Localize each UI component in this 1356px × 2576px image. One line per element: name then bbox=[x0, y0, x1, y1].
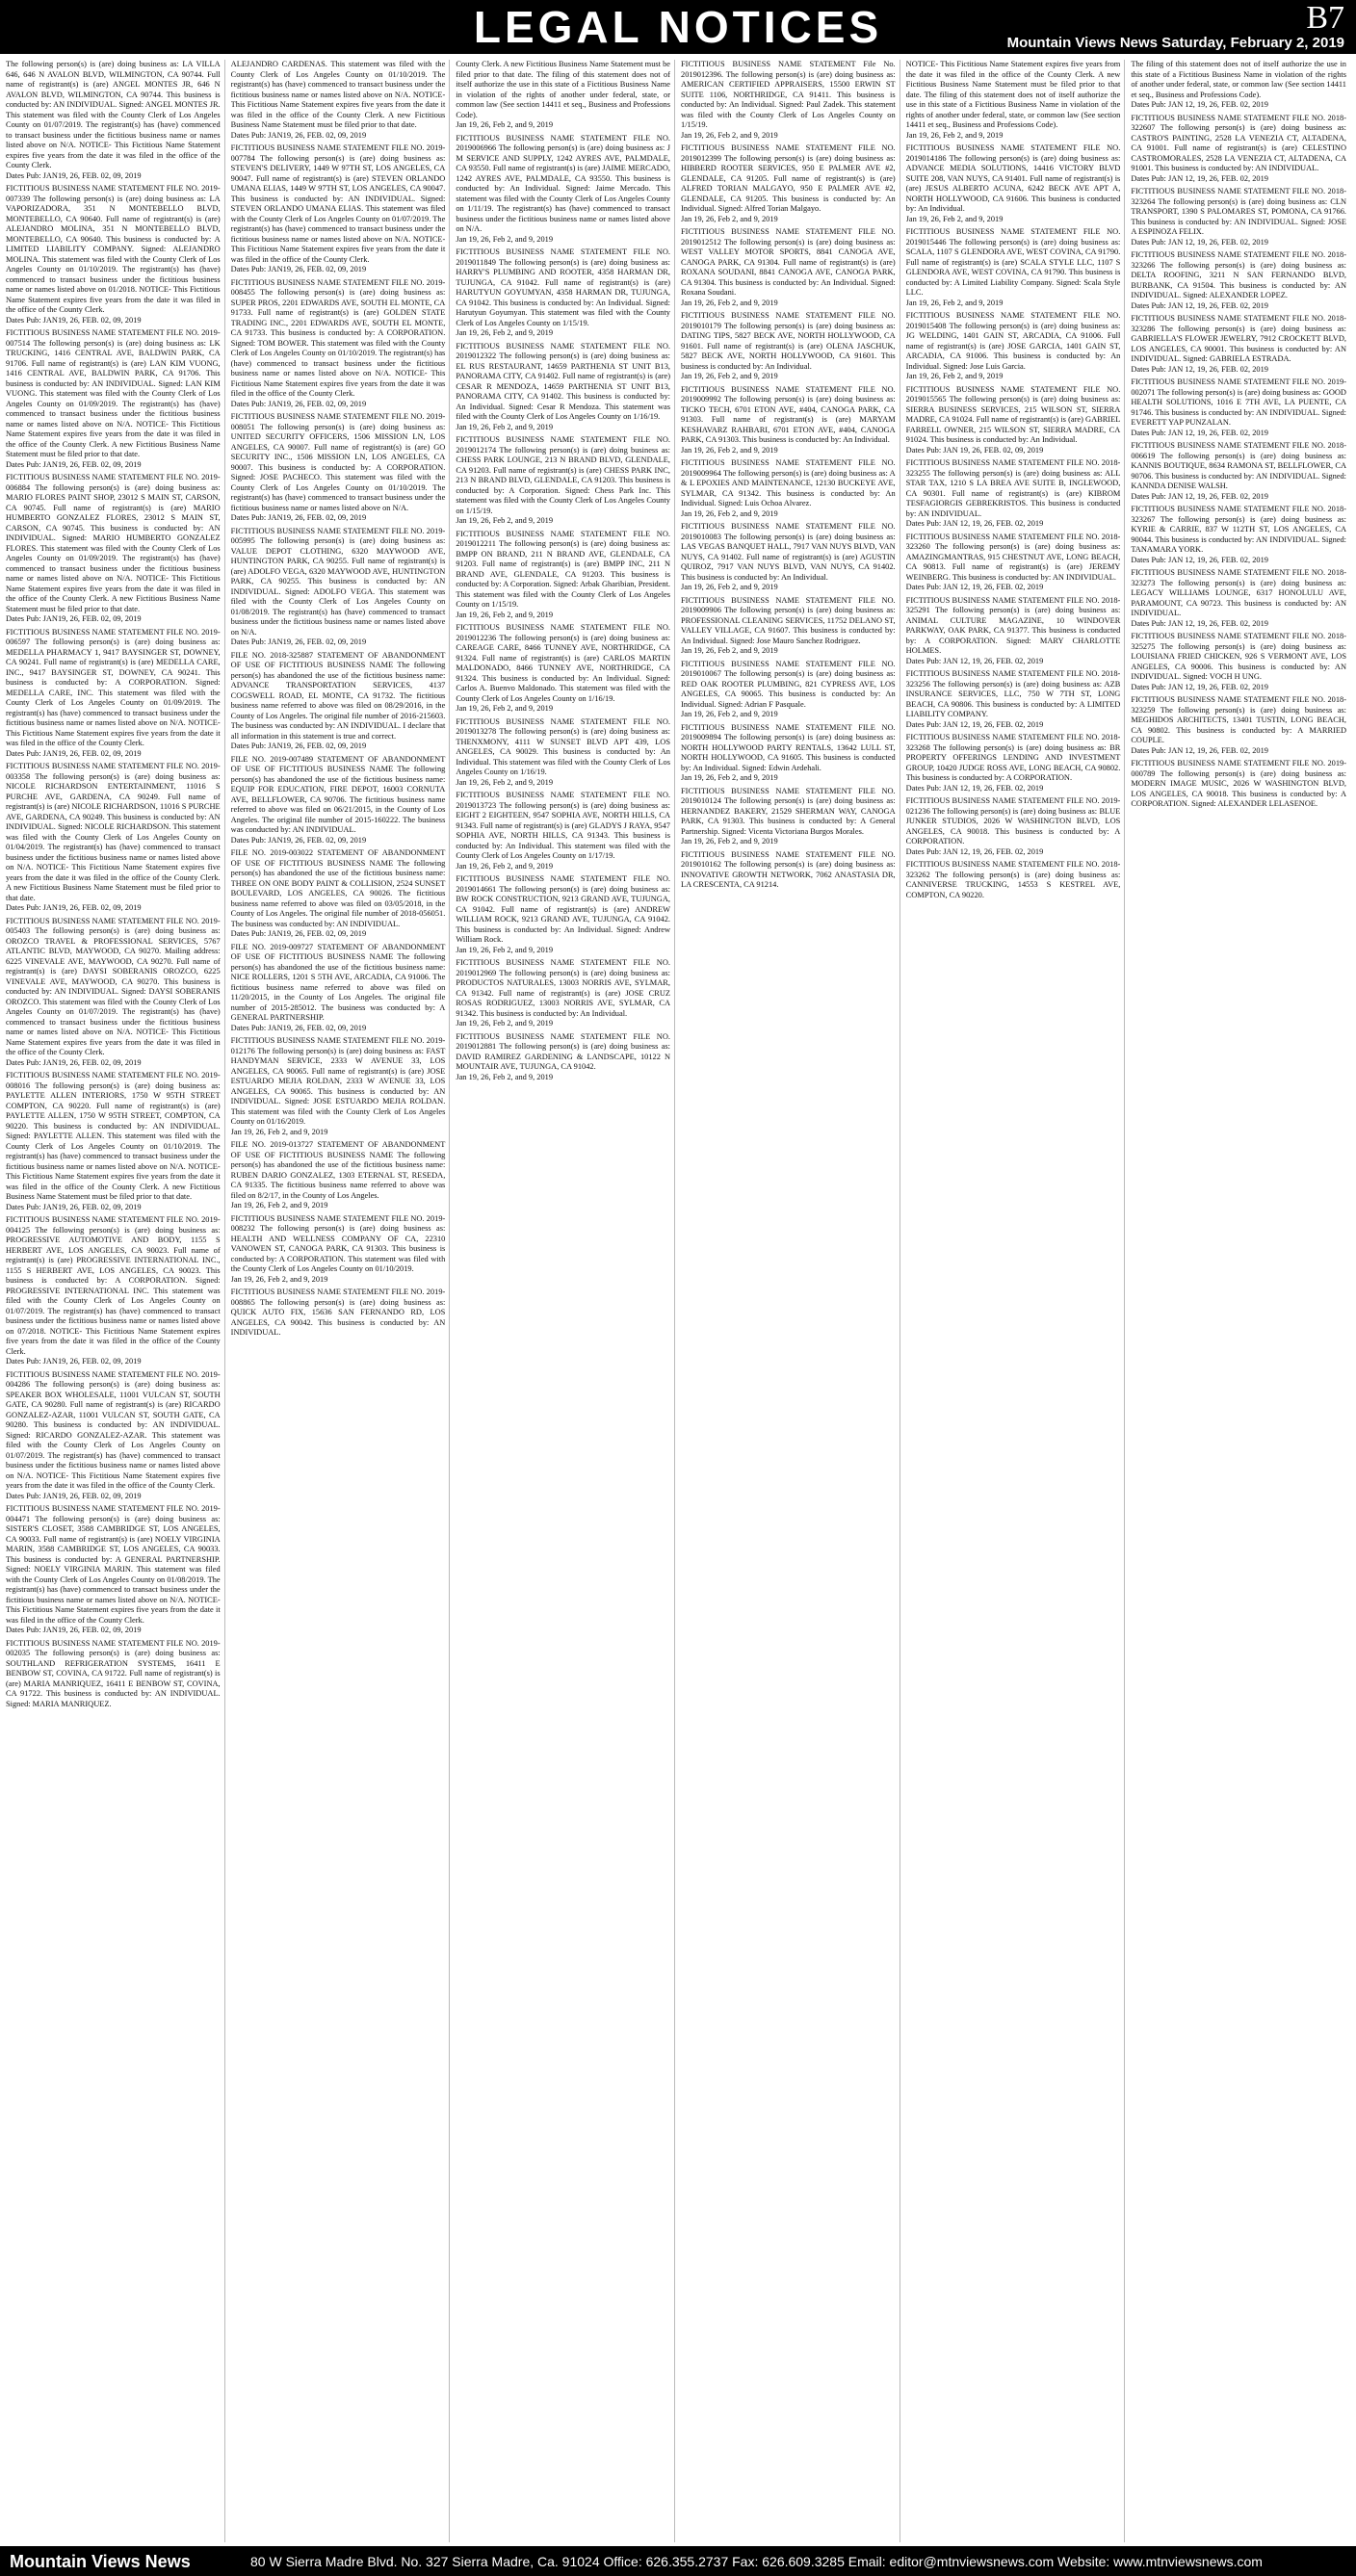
notice-publication-dates: Dates Pub: JAN 12, 19, 26, FEB. 02, 2019 bbox=[905, 519, 1044, 528]
notice-heading: FICTITIOUS BUSINESS NAME STATEMENT FILE NO. 2019-008865 bbox=[230, 1288, 446, 1307]
notice-publication-dates: Dates Pub: JAN 12, 19, 26, FEB. 02, 2019 bbox=[1131, 100, 1268, 109]
notice-body: The following person(s) is (are) doing business as: MEGHIDOS ARCHITECTS, 13401 TUSTIN, LONG BEACH, CA 90802. This business is conducted by: A MARRIED COUPLE. bbox=[1131, 705, 1346, 744]
notice-heading: FICTITIOUS BUSINESS NAME STATEMENT FILE NO. 2018-006619 bbox=[1131, 441, 1346, 460]
notice-body: The following person(s) is (are) doing business as: LA VAPORIZADORA, 351 N MONTEBELLO BLVD, MONTEBELLO, CA 90640. Full name of registrant(s) is (are) ALEJANDRO MOLINA, 351 N MONTEBELLO BLVD, MONTEBELLO, CA 90640. This business is conducted by: A LIMITED LIABILITY COMPANY. Signed: ALEJANDRO MOLINA. This statement was filed with the County Clerk of Los Angeles County on 01/10/2019. The registrant(s) has (have) commenced to transact business under the fictitious business name or names listed above on 01/2018. NOTICE- This Fictitious Name Statement expires five years from the date it was filed in the office of the County Clerk. bbox=[6, 194, 221, 314]
notice-publication-dates: Dates Pub: JAN19, 26, FEB. 02, 09, 2019 bbox=[230, 929, 367, 938]
notice-publication-dates: Dates Pub: JAN19, 26, FEB. 02, 09, 2019 bbox=[230, 513, 367, 522]
footer-bar bbox=[0, 2546, 1356, 2576]
notice-body: The following person(s) is (are) doing business as: HARRY'S PLUMBING AND ROOTER, 4358 HARMAN DR, TUJUNGA, CA 91042. Full name of registrant(s) is (are) HARUTYUN GOYUMYAN, 4358 HARMAN DR, TUJUNGA, CA 91042. This business is conducted by: An Individual. Signed: Harutyun Goyumyan. This statement was filed with the County Clerk of Los Angeles County on 1/15/19. bbox=[456, 257, 670, 327]
dateline: Mountain Views News Saturday, February 2, 2019 bbox=[1006, 35, 1344, 51]
notice-heading: FICTITIOUS BUSINESS NAME STATEMENT FILE NO. 2018-323267 bbox=[1131, 505, 1346, 524]
notice-publication-dates: Dates Pub: JAN 12, 19, 26, FEB. 02, 2019 bbox=[1131, 173, 1268, 183]
notice-body: The following person(s) is (are) doing business as: LK TRUCKING, 1416 CENTRAL AVE, BALDWIN PARK, CA 91706. Full name of registrant(s) is (are) LAN KIM VUONG, 1416 CENTRAL AVE, BALDWIN PARK, CA 91706. This business is conducted by: AN INDIVIDUAL. Signed: LAN KIM VUONG. This statement was filed with the County Clerk of Los Angeles County on 01/09/2019. The registrant(s) has (have) commenced to transact business under the fictitious business name or names listed above on N/A. NOTICE- This Fictitious Name Statement expires five years from the date it was filed in the office of the County Clerk. A new Fictitious Business Name Statement must be filed prior to that date. bbox=[6, 338, 221, 458]
notice-body: The following person(s) is (are) doing business as: SCALA, 1107 S GLENDORA AVE, WEST COVINA, CA 91790. Full name of registrant(s) is (are) SCALA STYLE LLC, 1107 S GLENDORA AVE, WEST COVINA, CA 91790. This business is conducted by: A Limited Liability Company. Signed: Scala Style LLC. bbox=[905, 237, 1121, 297]
notice-publication-dates: Dates Pub: JAN 12, 19, 26, FEB. 02, 2019 bbox=[905, 846, 1044, 856]
legal-notice bbox=[1131, 187, 1346, 247]
column-1 bbox=[6, 60, 225, 2542]
notice-publication-dates: Jan 19, 26, Feb 2, and 9, 2019 bbox=[230, 1274, 328, 1284]
notice-publication-dates: Dates Pub: JAN19, 26, FEB. 02, 09, 2019 bbox=[6, 1202, 142, 1211]
notice-heading: FICTITIOUS BUSINESS NAME STATEMENT FILE NO. 2019012174 bbox=[456, 435, 670, 455]
notice-body: The following person(s) has abandoned the use of the fictitious business name: RUBEN DARIO GONZALEZ, 1303 ETERNAL ST, RESEDA, CA 91335. The fictitious business name referred to above was filed on 8/2/17, in the County of Los Angeles. bbox=[230, 1150, 446, 1200]
notice-publication-dates: Jan 19, 26, Feb 2, and 9, 2019 bbox=[681, 130, 778, 140]
notice-publication-dates: Dates Pub: JAN19, 26, FEB. 02, 09, 2019 bbox=[6, 903, 142, 912]
notice-body: The following person(s) is (are) doing business as: AZB INSURANCE SERVICES, LLC, 750 W 7TH ST, LONG BEACH, CA 90806. This business is conducted by: A LIMITED LIABILITY COMPANY. bbox=[905, 679, 1121, 718]
notice-publication-dates: Dates Pub: JAN19, 26, FEB. 02, 09, 2019 bbox=[6, 170, 142, 180]
notice-body: The following person(s) is (are) doing business as: JG WELDING, 1401 GAIN ST, ARCADIA, CA 91006. Full name of registrant(s) is (are) JOSE GARCIA, 1401 GAIN ST, ARCADIA, CA 91006. This business is conducted by: An Individual. Signed: Jose Luis Garcia. bbox=[905, 321, 1121, 371]
legal-notice bbox=[231, 848, 446, 940]
legal-notice bbox=[681, 660, 896, 720]
legal-notice bbox=[6, 1639, 221, 1710]
notice-body: The following person(s) is (are) doing business as: DELTA ROOFING, 3211 N SAN FERNANDO BLVD, BURBANK, CA 91504. This business is conducted by: AN INDIVIDUAL. Signed: ALEXANDER LOPEZ. bbox=[1131, 260, 1346, 299]
notice-publication-dates: Dates Pub: JAN19, 26, FEB. 02, 09, 2019 bbox=[230, 399, 367, 408]
notice-heading: FICTITIOUS BUSINESS NAME STATEMENT FILE NO. 2019013723 bbox=[456, 791, 670, 810]
legal-notice bbox=[456, 717, 670, 789]
notice-publication-dates: Jan 19, 26, Feb 2, and 9, 2019 bbox=[230, 1127, 328, 1136]
notice-body: The following person(s) is (are) doing business as: OROZCO TRAVEL & PROFESSIONAL SERVICES, 5767 ATLANTIC BLVD, MAYWOOD, CA 90270. Mailing address: 6225 VINEVALE AVE, MAYWOOD, CA 90270. Full name of registrant(s) is (are) DAYSI SOBERANIS OROZCO, 6225 VINEVALE AVE, MAYWOOD, CA 90270. This business is conducted by: AN INDIVIDUAL. Signed: DAYSI SOBERANIS OROZCO. This statement was filed with the County Clerk of Los Angeles County on 01/07/2019. The registrant(s) has (have) commenced to transact business under the fictitious business name or names listed above on N/A. NOTICE- This Fictitious Name Statement expires five years from the date it was filed in the office of the County Clerk. bbox=[6, 926, 221, 1056]
notice-body: The following person(s) is (are) doing business as: UNITED SECURITY OFFICERS, 1506 MISSION LN, LOS ANGELES, CA 90007. Full name of registrant(s) is (are) GO SECURITY INC., 1506 MISSION LN, LOS ANGELES, CA 90007. This business is conducted by: A CORPORATION. Signed: JOSE PACHECO. This statement was filed with the County Clerk of Los Angeles County on 01/10/2019. The registrant(s) has (have) commenced to transact business under the fictitious business name or names listed above on N/A. bbox=[230, 422, 446, 512]
legal-notice bbox=[681, 787, 896, 847]
notice-heading: FICTITIOUS BUSINESS NAME STATEMENT FILE NO. 2019-007514 bbox=[6, 328, 221, 348]
notice-body: The following person(s) is (are) doing business as: ADVANCE MEDIA SOLUTIONS, 14416 VICTORY BLVD SUITE 208, VAN NUYS, CA 91401. Full name of registrant(s) is (are) JESUS ALBERTO ACUNA, 6242 BECK AVE APT A, NORTH HOLLYWOOD, CA 91606. This business is conducted by: An Individual. bbox=[905, 153, 1121, 213]
notice-heading: FICTITIOUS BUSINESS NAME STATEMENT FILE NO. 2019015446 bbox=[905, 227, 1121, 247]
notice-body: The following person(s) is (are) doing business as: ALL STAR TAX, 1210 S LA BREA AVE SUITE B, INGLEWOOD, CA 90301. Full name of registrant(s) is (are) KIBROM TESFAGIORGIS GEBREKRISTOS. This business is conducted by: AN INDIVIDUAL. bbox=[905, 468, 1121, 518]
notice-publication-dates: Dates Pub: JAN 12, 19, 26, FEB. 02, 2019 bbox=[1131, 428, 1268, 437]
notice-publication-dates: Dates Pub: JAN 12, 19, 26, FEB. 02, 2019 bbox=[905, 719, 1044, 729]
notice-publication-dates: Dates Pub: JAN19, 26, FEB. 02, 09, 2019 bbox=[6, 1357, 142, 1366]
legal-notice bbox=[906, 533, 1121, 593]
notice-publication-dates: Jan 19, 26, Feb 2, and 9, 2019 bbox=[456, 120, 554, 129]
notice-heading: FILE NO. 2019-009727 STATEMENT OF ABANDONMENT OF USE OF FICTITIOUS BUSINESS NAME bbox=[230, 942, 446, 961]
notice-publication-dates: Jan 19, 26, Feb 2, and 9, 2019 bbox=[681, 837, 778, 846]
notice-body: The following person(s) is (are) doing business as: INNOVATIVE GROWTH NETWORK, 7062 ANASTASIA DR, LA CRESCENTA, CA 91214. bbox=[681, 860, 896, 889]
notice-heading: FICTITIOUS BUSINESS NAME STATEMENT FILE NO. 2019-002035 bbox=[6, 1638, 221, 1657]
notice-heading: FICTITIOUS BUSINESS NAME STATEMENT FILE NO. 2019014661 bbox=[456, 874, 670, 894]
legal-notice bbox=[6, 473, 221, 625]
notice-publication-dates: Dates Pub: JAN19, 26, FEB. 02, 09, 2019 bbox=[230, 130, 367, 140]
notice-heading: FILE NO. 2019-003022 STATEMENT OF ABANDONMENT OF USE OF FICTITIOUS BUSINESS NAME bbox=[230, 848, 446, 868]
notice-body: The following person(s) is (are) doing business as: DATING TIPS, 5827 BECK AVE, NORTH HOLLYWOOD, CA 91601. Full name of registrant(s) is (are) OLENA JASCHUK, 5827 BECK AVE, NORTH HOLLYWOOD, CA 91601. This business is conducted by: An Individual. bbox=[681, 321, 896, 371]
notice-heading: FICTITIOUS BUSINESS NAME STATEMENT FILE NO. 2019006966 bbox=[456, 133, 670, 152]
legal-notice bbox=[681, 850, 896, 891]
notice-publication-dates: Dates Pub: JAN19, 26, FEB. 02, 09, 2019 bbox=[6, 748, 142, 758]
notice-publication-dates: Dates Pub: JAN 12, 19, 26, FEB. 02, 2019 bbox=[905, 783, 1044, 793]
notice-body: The following person(s) is (are) doing business as: SISTER'S CLOSET, 3588 CAMBRIDGE ST, LOS ANGELES, CA 90033. Full name of registrant(s) is (are) NOELY VIRGINIA MARIN, 3588 CAMBRIDGE ST, LOS ANGELES, CA 90033. This business is conducted by: A GENERAL PARTNERSHIP. Signed: NOELY VIRGINIA MARIN. This statement was filed with the County Clerk of Los Angeles County on 01/08/2019. The registrant(s) has (have) commenced to transact business under the fictitious business name or names listed above on N/A. NOTICE- This Fictitious Name Statement expires five years from the date it was filed in the office of the County Clerk. bbox=[6, 1514, 221, 1625]
legal-notice bbox=[1131, 632, 1346, 692]
legal-notice bbox=[231, 1214, 446, 1286]
notice-heading: FICTITIOUS BUSINESS NAME STATEMENT FILE NO. 2019009964 bbox=[681, 458, 896, 478]
notice-publication-dates: Jan 19, 26, Feb 2, and 9, 2019 bbox=[681, 646, 778, 655]
notice-heading: FICTITIOUS BUSINESS NAME STATEMENT FILE NO. 2019-008016 bbox=[6, 1071, 221, 1090]
notice-publication-dates: Dates Pub: JAN19, 26, FEB. 02, 09, 2019 bbox=[230, 742, 367, 750]
legal-notice bbox=[906, 311, 1121, 382]
notice-publication-dates: Jan 19, 26, Feb 2, and 9, 2019 bbox=[456, 777, 554, 787]
notice-heading: FICTITIOUS BUSINESS NAME STATEMENT FILE NO. 2019012881 bbox=[456, 1031, 670, 1051]
notice-body: The following person(s) is (are) doing business as: MEDELLA PHARMACY 1, 9417 BAYSINGER ST, DOWNEY, CA 90241. Full name of registrant(s) is (are) MEDELLA CARE, INC., 9417 BAYSINGER ST, DOWNEY, CA 90241. This business is conducted by: A CORPORATION. Signed: MEDELLA CARE, INC. This statement was filed with the County Clerk of Los Angeles County on 01/09/2019. The registrant(s) has (have) commenced to transact business under the fictitious business name or names listed above on N/A. NOTICE- This Fictitious Name Statement expires five years from the date it was filed in the office of the County Clerk. bbox=[6, 637, 221, 747]
legal-notice bbox=[456, 134, 670, 246]
notice-publication-dates: Jan 19, 26, Feb 2, and 9, 2019 bbox=[456, 945, 554, 954]
notice-body: The following person(s) is (are) doing business as: CAREAGE CARE, 8466 TUNNEY AVE, NORTHRIDGE, CA 91324. Full name of registrant(s) is (are) CARLOS MARTIN MALDONADO, 8466 TUNNEY AVE, NORTHRIDGE, CA 91324. This business is conducted by: An Individual. Signed: Carlos A. Buenvo Maldonado. This statement was filed with the County Clerk of Los Angeles County on 1/16/19. bbox=[456, 633, 670, 703]
notice-publication-dates: Dates Pub: JAN 12, 19, 26, FEB. 02, 2019 bbox=[905, 656, 1044, 665]
notice-heading: FICTITIOUS BUSINESS NAME STATEMENT FILE NO. 2019-021236 bbox=[905, 796, 1121, 816]
legal-notice bbox=[681, 311, 896, 382]
legal-notice bbox=[906, 733, 1121, 794]
notice-heading: FILE NO. 2018-325887 STATEMENT OF ABANDONMENT OF USE OF FICTITIOUS BUSINESS NAME bbox=[230, 650, 446, 669]
notice-body: The following person(s) is (are) doing business as: NORTH HOLLYWOOD PARTY RENTALS, 13642 LULL ST, NORTH HOLLYWOOD, CA 91605. This business is conducted by: An Individual. Signed: Edwin Ardehali. bbox=[681, 733, 896, 772]
legal-notice bbox=[456, 958, 670, 1029]
notice-publication-dates: Dates Pub: JAN 12, 19, 26, FEB. 02, 2019 bbox=[1131, 491, 1268, 501]
legal-notice bbox=[6, 1215, 221, 1367]
legal-notice bbox=[1131, 114, 1346, 185]
notice-body: The following person(s) is (are) doing business as: LOUISIANA FRIED CHICKEN, 926 S VERMONT AVE, LOS ANGELES, CA 90006. This business is conducted by: AN INDIVIDUAL. Signed: VOCH H UNG. bbox=[1131, 641, 1346, 681]
notice-heading: FICTITIOUS BUSINESS NAME STATEMENT FILE NO. 2018-323264 bbox=[1131, 187, 1346, 206]
notice-publication-dates: Jan 19, 26, Feb 2, and 9, 2019 bbox=[905, 214, 1004, 223]
notice-heading: FICTITIOUS BUSINESS NAME STATEMENT FILE NO. 2019013278 bbox=[456, 716, 670, 736]
notice-body: The following person(s) is (are) doing business as: ANIMAL CULTURE MAGAZINE, 10 WINDOVER PARKWAY, OAK PARK, CA 91377. This business is conducted by: A CORPORATION. Signed: MARY CHARLOTTE HOLMES. bbox=[905, 606, 1121, 655]
notice-heading: FICTITIOUS BUSINESS NAME STATEMENT FILE NO. 2018-323266 bbox=[1131, 250, 1346, 270]
notice-heading: FICTITIOUS BUSINESS NAME STATEMENT FILE NO. 2019-007339 bbox=[6, 184, 221, 203]
legal-notice bbox=[231, 1140, 446, 1211]
notice-publication-dates: Jan 19, 26, Feb 2, and 9, 2019 bbox=[456, 1019, 554, 1028]
notice-publication-dates: Jan 19, 26, Feb 2, and 9, 2019 bbox=[905, 372, 1004, 380]
notice-publication-dates: Jan 19, 26, Feb 2, and 9, 2019 bbox=[681, 773, 778, 782]
notice-body: County Clerk. A new Fictitious Business Name Statement must be filed prior to that date. The filing of this statement does not of itself authorize the use in this state of a Fictitious Business Name in violation of the rights of another under federal, state, or common law (See section 14411 et seq., Business and Professions Code). bbox=[456, 60, 670, 119]
notice-body: The following person(s) is (are) doing business as: SIERRA BUSINESS SERVICES, 215 WILSON ST, SIERRA MADRE, CA 91024. Full name of registrant(s) is (are) GABRIEL FARRELL OWNER, 215 WILSON ST, SIERRA MADRE, CA 91024. This business is conducted by: An Individual. bbox=[905, 395, 1121, 444]
legal-notice bbox=[456, 342, 670, 433]
legal-notice bbox=[1131, 60, 1346, 111]
legal-notice bbox=[1131, 441, 1346, 502]
notice-publication-dates: Dates Pub: JAN19, 26, FEB. 02, 09, 2019 bbox=[6, 459, 142, 469]
notice-heading: FICTITIOUS BUSINESS NAME STATEMENT FILE NO. 2019-003358 bbox=[6, 762, 221, 781]
notice-publication-dates: Dates Pub: JAN19, 26, FEB. 02, 09, 2019 bbox=[230, 1023, 367, 1032]
legal-notice bbox=[906, 669, 1121, 730]
notice-heading: FICTITIOUS BUSINESS NAME STATEMENT FILE NO. 2019014186 bbox=[905, 143, 1121, 163]
legal-notice bbox=[906, 860, 1121, 900]
legal-notice bbox=[456, 623, 670, 715]
legal-notice bbox=[6, 762, 221, 914]
notice-publication-dates: Dates Pub: JAN 12, 19, 26, FEB. 02, 2019 bbox=[1131, 300, 1268, 310]
notice-publication-dates: Jan 19, 26, Feb 2, and 9, 2019 bbox=[681, 583, 778, 591]
notice-body: The following person(s) has abandoned the use of the fictitious business name: NICE ROLLERS, 1201 S 5TH AVE, ARCADIA, CA 91006. The fictitious business name referred to above was filed on 11/20/2015, in the County of Los Angeles. The original file number of 2015-285012. The business was conducted by: A GENERAL PARTNERSHIP. bbox=[230, 952, 446, 1022]
notice-heading: FICTITIOUS BUSINESS NAME STATEMENT FILE NO. 2019-005995 bbox=[230, 526, 446, 545]
legal-notice bbox=[231, 1036, 446, 1137]
notice-body: The following person(s) is (are) doing business as: VALUE DEPOT CLOTHING, 6320 MAYWOOD AVE, HUNTINGTON PARK, CA 90255. Full name of registrant(s) is (are) ADOLFO VEGA, 6320 MAYWOOD AVE, HUNTINGTON PARK, CA 90255. This business is conducted by: AN INDIVIDUAL. Signed: ADOLFO VEGA. This statement was filed with the County Clerk of Los Angeles County on 01/08/2019. The registrant(s) has (have) commenced to transact business under the fictitious business name or names listed above on N/A. bbox=[230, 536, 446, 637]
notice-heading: FICTITIOUS BUSINESS NAME STATEMENT FILE NO. 2019010179 bbox=[681, 311, 896, 330]
notice-body: The following person(s) is (are) doing business as: WEST VALLEY MOTOR SPORTS, 8841 CANOGA AVE, CANOGA PARK, CA 91304. Full name of registrant(s) is (are) ROXANA SOUDANI, 8841 CANOGA AVE, CANOGA PARK, CA 91304. This business is conducted by: An Individual. Signed: Roxana Soudani. bbox=[681, 237, 896, 297]
notice-publication-dates: Dates Pub: JAN19, 26, FEB. 02, 09, 2019 bbox=[6, 1057, 142, 1067]
notice-heading: FICTITIOUS BUSINESS NAME STATEMENT FILE NO. 2019-012176 bbox=[230, 1036, 446, 1055]
notice-body: NOTICE- This Fictitious Name Statement expires five years from the date it was filed in the office of the County Clerk. A new Fictitious Business Name Statement must be filed prior to that date. The filing of this statement does not of itself authorize the use in this state of a Fictitious Business Name in violation of the rights of another under federal, state, or common law (See section 14411 et seq., Business and Professions Code). bbox=[905, 60, 1121, 129]
notice-body: The following person(s) is (are) doing business as: HERNANDEZ BAKERY, 21529 SHERMAN WAY, CANOGA PARK, CA 91303. This business is conducted by: A General Partnership. Signed: Vicenta Victoriana Burgos Morales. bbox=[681, 796, 896, 836]
notice-body: The following person(s) is (are) doing business as: DAVID RAMIREZ GARDENING & LANDSCAPE, 10122 N MOUNTAIR AVE, TUJUNGA, CA 91042. bbox=[456, 1042, 670, 1071]
legal-notice bbox=[6, 1504, 221, 1636]
notice-publication-dates: Dates Pub: JAN 12, 19, 26, FEB. 02, 2019 bbox=[1131, 237, 1268, 247]
notice-body: The following person(s) is (are) doing business as: EL RUS RESTAURANT, 14659 PARTHENIA ST UNIT B13, PANORAMA CITY, CA 91402. Full name of registrant(s) is (are) CESAR R MENDOZA, 14659 PARTHENIA ST UNIT B13, PANORAMA CITY, CA 91402. This business is conducted by: An Individual. Signed: Cesar R Mendoza. This statement was filed with the County Clerk of Los Angeles County on 1/16/19. bbox=[456, 351, 670, 421]
notice-publication-dates: Jan 19, 26, Feb 2, and 9, 2019 bbox=[681, 508, 778, 518]
legal-notice bbox=[906, 143, 1121, 224]
notice-body: The following person(s) is (are) doing business as: CHESS PARK LOUNGE, 213 N BRAND BLVD, GLENDALE, CA 91203. Full name of registrant(s) is (are) CHESS PARK INC, 213 N BRAND BLVD, GLENDALE, CA 91203. This business is conducted by: A Corporation. Signed: Chess Park Inc. This statement was filed with the County Clerk of Los Angeles County on 1/15/19. bbox=[456, 445, 670, 515]
legal-notice bbox=[6, 60, 221, 181]
notice-heading: FICTITIOUS BUSINESS NAME STATEMENT FILE NO. 2019010124 bbox=[681, 786, 896, 805]
notice-publication-dates: Jan 19, 26, Feb 2, and 9, 2019 bbox=[456, 704, 554, 713]
notice-body: The following person(s) is (are) doing business as: BMPP ON BRAND, 211 N BRAND AVE, GLENDALE, CA 91203. Full name of registrant(s) is (are) BMPP INC, 211 N BRAND AVE, GLENDALE, CA 91203. This business is conducted by: A Corporation. Signed: Arbak Gharibian, President. This statement was filed with the County Clerk of Los Angeles County on 1/15/19. bbox=[456, 539, 670, 609]
notice-body: The following person(s) is (are) doing business as: RED OAK ROOTER PLUMBING, 821 CYPRESS AVE, LOS ANGELES, CA 90065. This business is conducted by: An Individual. Signed: Adrian F Pasquale. bbox=[681, 669, 896, 709]
notice-body: The following person(s) is (are) doing business as: PAYLETTE ALLEN INTERIORS, 1750 W 95TH STREET COMPTON, CA 90220. Full name of registrant(s) is (are) PAYLETTE ALLEN, 1750 W 95TH STREET, COMPTON, CA 90220. This business is conducted by: AN INDIVIDUAL. Signed: PAYLETTE ALLEN. This statement was filed with the County Clerk of Los Angeles County on 01/10/2019. The registrant(s) has (have) commenced to transact business under the fictitious business name or names listed above on N/A. NOTICE- This Fictitious Name Statement expires five years from the date it was filed in the office of the County Clerk. A new Fictitious Business Name Statement must be filed prior to that date. bbox=[6, 1080, 221, 1201]
legal-notice bbox=[1131, 250, 1346, 311]
notice-publication-dates: Jan 19, 26, Feb 2, and 9, 2019 bbox=[456, 516, 554, 525]
notice-body: The following person(s) is (are) doing business as: PROGRESSIVE AUTOMOTIVE AND BODY, 1155 S HERBERT AVE, LOS ANGELES, CA 90023. Full name of registrant(s) is (are) PROGRESSIVE INTERNATIONAL INC., 1155 S HERBERT AVE, LOS ANGELES, CA 90023. This business is conducted by: A CORPORATION. Signed: PROGRESSIVE INTERNATIONAL INC. This statement was filed with the County Clerk of Los Angeles County on 01/07/2019. The registrant(s) has (have) commenced to transact business under the fictitious business name or names listed above on 07/2018. NOTICE- This Fictitious Name Statement expires five years from the date it was filed in the office of the County Clerk. bbox=[6, 1225, 221, 1356]
notice-publication-dates: Dates Pub: JAN19, 26, FEB. 02, 09, 2019 bbox=[230, 835, 367, 845]
legal-notice bbox=[681, 227, 896, 308]
notice-body: The following person(s) is (are) doing business as: J M SERVICE AND SUPPLY, 1242 AYRES AVE, PALMDALE, CA 93550. Full name of registrant(s) is (are) JAIME MERCADO, 1242 AYRES AVE, PALMDALE, CA 93550. This business is conducted by: An Individual. Signed: Jaime Mercado. This statement was filed with the County Clerk of Los Angeles County on 1/11/19. The registrant(s) has (have) commenced to transact business under the fictitious business name or names listed above on N/A. bbox=[456, 143, 670, 233]
notice-body: The following person(s) is (are) doing business as: LEGACY WILLIAMS LOUNGE, 6317 HONOLULU AVE, PARAMOUNT, CA 90723. This business is conducted by: AN INDIVIDUAL. bbox=[1131, 578, 1346, 617]
column-4 bbox=[681, 60, 900, 2542]
notice-body: The following person(s) is (are) doing business as: GOOD HEALTH SOLUTIONS, 1016 E 7TH AVE, LA PUENTE, CA 91746. This business is conducted by: AN INDIVIDUAL. Signed: EVERETT YAP PUNZALAN. bbox=[1131, 387, 1346, 427]
notice-heading: FICTITIOUS BUSINESS NAME STATEMENT FILE NO. 2019015408 bbox=[905, 311, 1121, 330]
notice-heading: FICTITIOUS BUSINESS NAME STATEMENT FILE NO. 2018-323255 bbox=[905, 458, 1121, 478]
notice-body: The following person(s) is (are) doing business as: THENXMONY, 4111 W SUNSET BLVD APT 439, LOS ANGELES, CA 90029. This business is conducted by: An Individual. This statement was filed with the County Clerk of Los Angeles County on 1/16/19. bbox=[456, 727, 670, 776]
legal-notice bbox=[231, 412, 446, 524]
legal-notice bbox=[456, 874, 670, 955]
notice-heading: FICTITIOUS BUSINESS NAME STATEMENT FILE NO. 2018-323260 bbox=[905, 532, 1121, 551]
notice-heading: FICTITIOUS BUSINESS NAME STATEMENT FILE NO. 2019-008455 bbox=[230, 277, 446, 297]
legal-notice bbox=[456, 791, 670, 872]
notice-publication-dates: Jan 19, 26, Feb 2, and 9, 2019 bbox=[456, 1072, 554, 1081]
page-number: B7 bbox=[1306, 0, 1344, 36]
notice-publication-dates: Dates Pub: JAN19, 26, FEB. 02, 09, 2019 bbox=[6, 315, 142, 325]
notice-body: The following person(s) is (are) doing business as: SUPER PROS, 2201 EDWARDS AVE, SOUTH EL MONTE, CA 91733. Full name of registrant(s) is (are) GOLDEN STATE TRADING INC., 2201 EDWARDS AVE, SOUTH EL MONTE, CA 91733. This business is conducted by: A CORPORATION. Signed: TOM BOWER. This statement was filed with the County Clerk of Los Angeles County on 01/10/2019. The registrant(s) has (have) commenced to transact business under the fictitious business name or names listed above on N/A. NOTICE- This Fictitious Name Statement expires five years from the date it was filed in the office of the County Clerk. bbox=[230, 288, 446, 398]
notice-body: The following person(s) has abandoned the use of the fictitious business name: EQUIP FOR EDUCATION, FIRE DEPOT, 16003 CORNUTA AVE, BELLFLOWER, CA 90706. The fictitious business name referred to above was filed on 06/21/2015, in the County of Los Angeles. The original file number of 2015-160222. The business was conducted by: AN INDIVIDUAL. bbox=[230, 765, 446, 834]
notice-heading: FICTITIOUS BUSINESS NAME STATEMENT FILE NO. 2018-325291 bbox=[905, 595, 1121, 614]
notice-body: The following person(s) is (are) doing business as: PROFESSIONAL CLEANING SERVICES, 11752 DELANO ST, VALLEY VILLAGE, CA 91607. This business is conducted by: An Individual. Signed: Jose Mauro Sanchez Rodriguez. bbox=[681, 606, 896, 645]
notice-body: FICTITIOUS BUSINESS NAME STATEMENT File No. 2019012396. The following person(s) is (are) doing business as: AMERICAN CERTIFIED APPRAISERS, 15500 ERWIN ST SUITE 1106, NORTHRIDGE, CA 91411. This business is conducted by: An Individual. Signed: Paul Zadek. This statement was filed with the County Clerk of Los Angeles County on 1/15/19. bbox=[681, 60, 896, 129]
legal-notice bbox=[681, 723, 896, 784]
notice-body: The following person(s) is (are) doing business as: MARIO FLORES PAINT SHOP, 23012 S MAIN ST, CARSON, CA 90745. Full name of registrant(s) is (are) MARIO HUMBERTO GONZALEZ FLORES, 23012 S MAIN ST, CARSON, CA 90745. This business is conducted by: AN INDIVIDUAL. Signed: MARIO HUMBERTO GONZALEZ FLORES. This statement was filed with the County Clerk of Los Angeles County on 01/09/2019. The registrant(s) has (have) commenced to transact business under the fictitious business name or names listed above on N/A. NOTICE- This Fictitious Name Statement expires five years from the date it was filed in the office of the County Clerk. A new Fictitious Business Name Statement must be filed prior to that date. bbox=[6, 482, 221, 613]
notice-heading: FICTITIOUS BUSINESS NAME STATEMENT FILE NO. 2019009992 bbox=[681, 384, 896, 403]
notice-body: The following person(s) has abandoned the use of the fictitious business name: THREE ON ONE BODY PAINT & COLLISION, 2524 SUNSET BOULEVARD, LOS ANGELES, CA 90026. The fictitious business name referred to above was filed on 03/05/2018, in the County of Los Angeles. The original file number of 2018-056051. The business was conducted by: AN INDIVIDUAL. bbox=[230, 858, 446, 928]
notice-heading: FICTITIOUS BUSINESS NAME STATEMENT FILE NO. 2019-008232 bbox=[230, 1213, 446, 1233]
notice-body: The following person(s) is (are) doing business as: KANNIS BOUTIQUE, 8634 RAMONA ST, BELLFLOWER, CA 90706. This business is conducted by: AN INDIVIDUAL. Signed: KANNDA DENISE WALSH. bbox=[1131, 451, 1346, 490]
notice-body: The following person(s) is (are) doing business as: MODERN IMAGE MUSIC, 2026 W WASHINGTON BLVD, LOS ANGELES, CA 90018. This business is conducted by: A CORPORATION. Signed: ALEXANDER LELASENOE. bbox=[1131, 768, 1346, 808]
notice-heading: FICTITIOUS BUSINESS NAME STATEMENT FILE NO. 2019011849 bbox=[456, 247, 670, 267]
notice-body: The following person(s) is (are) doing business as: EIGHT 2 EIGHTEEN, 9547 SOPHIA AVE, NORTH HILLS, CA 91343. Full name of registrant(s) is (are) GLADYS J RAYA, 9547 SOPHIA AVE, NORTH HILLS, CA 91343. This business is conducted by: An Individual. This statement was filed with the County Clerk of Los Angeles County on 1/17/19. bbox=[456, 800, 670, 860]
legal-notice bbox=[6, 1370, 221, 1502]
notice-heading: FICTITIOUS BUSINESS NAME STATEMENT FILE NO. 2019015565 bbox=[905, 384, 1121, 403]
legal-notice bbox=[681, 385, 896, 456]
notice-publication-dates: Jan 19, 26, Feb 2, and 9, 2019 bbox=[905, 298, 1004, 307]
notice-heading: FICTITIOUS BUSINESS NAME STATEMENT FILE NO. 2018-323259 bbox=[1131, 695, 1346, 715]
notice-publication-dates: Jan 19, 26, Feb 2, and 9, 2019 bbox=[681, 710, 778, 718]
legal-notice bbox=[1131, 377, 1346, 438]
footer-contact-info: 80 W Sierra Madre Blvd. No. 327 Sierra Madre, Ca. 91024 Office: 626.355.2737 Fax: 626.609.3285 Email: editor@mtnviewsnews.com Website: www.mtnviewsnews.com bbox=[250, 2554, 1263, 2569]
notice-publication-dates: Dates Pub: JAN19, 26, FEB. 02, 09, 2019 bbox=[6, 614, 142, 623]
notice-body: The following person(s) is (are) doing business as: GABRIELLA'S FLOWER JEWELRY, 7912 CROCKETT BLVD, LOS ANGELES, CA 90001. This business is conducted by: AN INDIVIDUAL. Signed: GABRIELA ESTRADA. bbox=[1131, 324, 1346, 363]
notice-publication-dates: Dates Pub: JAN19, 26, FEB. 02, 09, 2019 bbox=[6, 1626, 142, 1634]
notice-publication-dates: Jan 19, 26, Feb 2, and 9, 2019 bbox=[681, 445, 778, 455]
notice-heading: FICTITIOUS BUSINESS NAME STATEMENT FILE NO. 2019-008051 bbox=[230, 412, 446, 431]
legal-notice bbox=[456, 530, 670, 621]
notice-heading: FICTITIOUS BUSINESS NAME STATEMENT FILE NO. 2018-322607 bbox=[1131, 113, 1346, 132]
notice-body: The following person(s) is (are) doing business as: KYRIE & CARRIE, 837 W 112TH ST, LOS ANGELES, CA 90044. This business is conducted by: AN INDIVIDUAL. Signed: TANAMARA YORK. bbox=[1131, 514, 1346, 554]
notice-heading: FICTITIOUS BUSINESS NAME STATEMENT FILE NO. 2019010083 bbox=[681, 522, 896, 541]
notice-body: The following person(s) is (are) doing business as: SPEAKER BOX WHOLESALE, 11001 VULCAN ST, SOUTH GATE, CA 90280. Full name of registrant(s) is (are) RICARDO GONZALEZ-AZAR, 11001 VULCAN ST, SOUTH GATE, CA 90280. This business is conducted by: AN INDIVIDUAL. Signed: RICARDO GONZALEZ-AZAR. This statement was filed with the County Clerk of Los Angeles County on 01/07/2019. The registrant(s) has (have) commenced to transact business under the fictitious business name or names listed above on N/A. NOTICE- This Fictitious Name Statement expires five years from the date it was filed in the office of the County Clerk. bbox=[6, 1380, 221, 1490]
notice-heading: FICTITIOUS BUSINESS NAME STATEMENT FILE NO. 2019-005403 bbox=[6, 916, 221, 935]
legal-notice bbox=[231, 278, 446, 410]
notice-heading: FICTITIOUS BUSINESS NAME STATEMENT FILE NO. 2019-004286 bbox=[6, 1369, 221, 1389]
legal-notice bbox=[456, 435, 670, 527]
notice-body: The following person(s) is (are) doing business as: LA VILLA 646, 646 N AVALON BLVD, WILMINGTON, CA 90744. Full name of registrant(s) is (are) ANGEL MONTES JR, 646 N AVALON BLVD, WILMINGTON, CA 90744. This business is conducted by: AN INDIVIDUAL. Signed: ANGEL MONTES JR. This statement was filed with the County Clerk of Los Angeles County on 01/07/2019. The registrant(s) has (have) commenced to transact business under the fictitious business name or names listed above on N/A. NOTICE- This Fictitious Name Statement expires five years from the date it was filed in the office of the County Clerk. bbox=[6, 60, 221, 169]
legal-notice bbox=[681, 458, 896, 519]
notice-body: The following person(s) is (are) doing business as: HIBBERD ROOTER SERVICES, 950 E PALMER AVE #2, GLENDALE, CA 91205. Full name of registrant(s) is (are) ALFRED TORIAN MALGAYO, 950 E PALMER AVE #2, GLENDALE, CA 91205. This business is conducted by: An Individual. Signed: Alfred Torian Malgayo. bbox=[681, 153, 896, 213]
legal-notice bbox=[231, 651, 446, 752]
legal-notice bbox=[6, 628, 221, 760]
notice-heading: FICTITIOUS BUSINESS NAME STATEMENT FILE NO. 2018-323262 bbox=[905, 860, 1121, 879]
notice-body: The following person(s) is (are) doing business as: AMAZINGMANTRAS, 915 CHESTNUT AVE, LONG BEACH, CA 90813. Full name of registrant(s) is (are) JEREMY WEINBERG. This business is conducted by: AN INDIVIDUAL. bbox=[905, 542, 1121, 582]
notice-heading: FICTITIOUS BUSINESS NAME STATEMENT FILE NO. 2018-323286 bbox=[1131, 314, 1346, 333]
notice-publication-dates: Dates Pub: JAN 12, 19, 26, FEB. 02, 2019 bbox=[905, 583, 1044, 591]
notice-heading: FICTITIOUS BUSINESS NAME STATEMENT FILE NO. 2019012399 bbox=[681, 143, 896, 163]
notice-heading: FICTITIOUS BUSINESS NAME STATEMENT FILE NO. 2018-323256 bbox=[905, 669, 1121, 689]
notice-heading: FICTITIOUS BUSINESS NAME STATEMENT FILE NO. 2019-007784 bbox=[230, 143, 446, 163]
notice-body: The following person(s) is (are) doing business as: FAST HANDYMAN SERVICE, 2333 W AVENUE 33, LOS ANGELES, CA 90065. Full name of registrant(s) is (are) JOSE ESTUARDO MEJIA ROLDAN, 2333 W AVENUE 33, LOS ANGELES, CA 90065. This business is conducted by: AN INDIVIDUAL. Signed: JOSE ESTUARDO MEJIA ROLDAN. This statement was filed with the County Clerk of Los Angeles County on 01/16/2019. bbox=[230, 1046, 446, 1126]
legal-notice bbox=[231, 527, 446, 648]
notice-publication-dates: Jan 19, 26, Feb 2, and 9, 2019 bbox=[230, 1201, 328, 1210]
legal-notice bbox=[906, 796, 1121, 857]
notice-body: The following person(s) is (are) doing business as: CANNIVERSE TRUCKING, 14553 S KESTREL AVE, COMPTON, CA 90220. bbox=[905, 870, 1121, 899]
legal-notice bbox=[906, 60, 1121, 141]
notice-heading: FICTITIOUS BUSINESS NAME STATEMENT FILE NO. 2019012322 bbox=[456, 341, 670, 360]
notice-publication-dates: Dates Pub: JAN 12, 19, 26, FEB. 02, 2019 bbox=[1131, 364, 1268, 374]
notice-heading: FICTITIOUS BUSINESS NAME STATEMENT FILE NO. 2019-002071 bbox=[1131, 377, 1346, 397]
notice-heading: FICTITIOUS BUSINESS NAME STATEMENT FILE NO. 2019009906 bbox=[681, 595, 896, 614]
legal-notice bbox=[681, 596, 896, 657]
notice-heading: FICTITIOUS BUSINESS NAME STATEMENT FILE NO. 2019009894 bbox=[681, 722, 896, 742]
legal-notice bbox=[231, 143, 446, 275]
notice-body: The following person(s) is (are) doing business as: SOUTHLAND REFRIGERATION SYSTEMS, 16411 E BENBOW ST, COVINA, CA 91722. Full name of registrant(s) is (are) MARIA MANRIQUEZ, 16411 E BENBOW ST, COVINA, CA 91722. This business is conducted by: AN INDIVIDUAL. Signed: MARIA MANRIQUEZ. bbox=[6, 1649, 221, 1708]
notice-heading: FICTITIOUS BUSINESS NAME STATEMENT FILE NO. 2019012969 bbox=[456, 958, 670, 977]
notice-publication-dates: Jan 19, 26, Feb 2, and 9, 2019 bbox=[456, 328, 554, 337]
notice-body: The following person(s) is (are) doing business as: PRODUCTOS NATURALES, 13003 NORRIS AVE, SYLMAR, CA 91342. Full name of registrant(s) is (are) JOSE CRUZ ROSAS RODRIGUEZ, 13003 NORRIS AVE, SYLMAR, CA 91342. This business is conducted by: An Individual. bbox=[456, 968, 670, 1018]
legal-notice bbox=[1131, 568, 1346, 629]
notice-heading: FICTITIOUS BUSINESS NAME STATEMENT FILE NO. 2019012512 bbox=[681, 227, 896, 247]
notice-heading: FILE NO. 2019-007489 STATEMENT OF ABANDONMENT OF USE OF FICTITIOUS BUSINESS NAME bbox=[230, 754, 446, 773]
notice-heading: FICTITIOUS BUSINESS NAME STATEMENT FILE NO. 2018-323273 bbox=[1131, 568, 1346, 587]
notice-publication-dates: Jan 19, 26, Feb 2, and 9, 2019 bbox=[456, 234, 554, 244]
legal-notice bbox=[231, 755, 446, 846]
notice-publication-dates: Jan 19, 26, Feb 2, and 9, 2019 bbox=[681, 298, 778, 307]
notice-columns bbox=[6, 60, 1350, 2542]
notice-heading: FICTITIOUS BUSINESS NAME STATEMENT FILE NO. 2019010162 bbox=[681, 849, 896, 869]
notice-publication-dates: Dates Pub: JAN 19, 26, FEB. 02, 09, 2019 bbox=[905, 445, 1044, 455]
legal-notice bbox=[681, 143, 896, 224]
notice-publication-dates: Jan 19, 26, Feb 2, and 9, 2019 bbox=[456, 861, 554, 871]
column-6 bbox=[1131, 60, 1350, 2542]
notice-publication-dates: Dates Pub: JAN19, 26, FEB. 02, 09, 2019 bbox=[6, 1491, 142, 1500]
legal-notice bbox=[6, 328, 221, 470]
notice-publication-dates: Dates Pub: JAN19, 26, FEB. 02, 09, 2019 bbox=[230, 637, 367, 646]
notice-body: The following person(s) is (are) doing business as: NICOLE RICHARDSON ENTERTAINMENT, 11016 S PURCHE AVE, GARDENA, CA 90249. Full name of registrant(s) is (are) NICOLE RICHARDSON, 11016 S PURCHE AVE, GARDENA, CA 90249. This business is conducted by: AN INDIVIDUAL. Signed: NICOLE RICHARDSON. This statement was filed with the County Clerk of Los Angeles County on 01/04/2019. The registrant(s) has (have) commenced to transact business under the fictitious business name or names listed above on N/A. NOTICE- This Fictitious Name Statement expires five years from the date it was filed in the office of the County Clerk. A new Fictitious Business Name Statement must be filed prior to that date. bbox=[6, 771, 221, 902]
notice-heading: FICTITIOUS BUSINESS NAME STATEMENT FILE NO. 2019012236 bbox=[456, 623, 670, 642]
notice-heading: FICTITIOUS BUSINESS NAME STATEMENT FILE NO. 2018-325275 bbox=[1131, 632, 1346, 651]
notice-body: The following person(s) is (are) doing business as: QUICK AUTO FIX, 15636 SAN FERNANDO RD, LOS ANGELES, CA 90042. This business is conducted by: AN INDIVIDUAL. bbox=[230, 1297, 446, 1337]
notice-body: ALEJANDRO CARDENAS. This statement was filed with the County Clerk of Los Angeles County on 01/10/2019. The registrant(s) has (have) commenced to transact business under the fictitious business name or names listed above on N/A. NOTICE- This Fictitious Name Statement expires five years from the date it was filed in the office of the County Clerk. A new Fictitious Business Name Statement must be filed prior to that date. bbox=[230, 60, 446, 129]
legal-notice bbox=[231, 943, 446, 1034]
legal-notice bbox=[1131, 759, 1346, 810]
notice-publication-dates: Dates Pub: JAN 12, 19, 26, FEB. 02, 2019 bbox=[1131, 682, 1268, 691]
notice-publication-dates: Dates Pub: JAN19, 26, FEB. 02, 09, 2019 bbox=[230, 265, 367, 273]
notice-body: The following person(s) is (are) doing business as: HEALTH AND WELLNESS COMPANY OF CA, 22310 VANOWEN ST, CANOGA PARK, CA 91303. This business is conducted by: A CORPORATION. This statement was filed with the County Clerk of Los Angeles County on 01/10/2019. bbox=[230, 1224, 446, 1273]
column-2 bbox=[231, 60, 451, 2542]
notice-heading: FILE NO. 2019-013727 STATEMENT OF ABANDONMENT OF USE OF FICTITIOUS BUSINESS NAME bbox=[230, 1140, 446, 1159]
notice-heading: FICTITIOUS BUSINESS NAME STATEMENT FILE NO. 2019-000789 bbox=[1131, 759, 1346, 778]
legal-notice bbox=[906, 227, 1121, 308]
notice-body: The following person(s) has abandoned the use of the fictitious business name: ADVANCE TRANSPORTATION SERVICES, 4137 COGSWELL ROAD, EL MONTE, CA 91732. The fictitious business name referred to above was filed on 08/29/2016, in the County of Los Angeles. The original file number of 2016-215603. The business was conducted by: AN INDIVIDUAL. I declare that all information in this statement is true and correct. bbox=[230, 661, 446, 741]
legal-notice bbox=[231, 1288, 446, 1339]
notice-heading: FICTITIOUS BUSINESS NAME STATEMENT FILE NO. 2019-004125 bbox=[6, 1215, 221, 1235]
notice-publication-dates: Jan 19, 26, Feb 2, and 9, 2019 bbox=[456, 610, 554, 619]
notice-body: The filing of this statement does not of itself authorize the use in this state of a Fictitious Business Name in violation of the rights of another under federal, state, or common law (See section 14411 et seq., Business and Professions Code). bbox=[1131, 60, 1346, 99]
notice-body: The following person(s) is (are) doing business as: CASTRO'S PAINTING, 2528 LA VENEZIA CT, ALTADENA, CA 91001. Full name of registrant(s) is (are) CELESTINO CASTROMORALES, 2528 LA VENEZIA CT, ALTADENA, CA 91001. This business is conducted by: AN INDIVIDUAL. bbox=[1131, 123, 1346, 172]
footer-brand: Mountain Views News bbox=[10, 2552, 191, 2571]
masthead bbox=[0, 0, 1356, 54]
notice-heading: FICTITIOUS BUSINESS NAME STATEMENT FILE NO. 2018-323268 bbox=[905, 733, 1121, 752]
notice-body: The following person(s) is (are) doing business as: LAS VEGAS BANQUET HALL, 7917 VAN NUYS BLVD, VAN NUYS, CA 91402. Full name of registrant(s) is (are) AGUSTIN QUIROZ, 7917 VAN NUYS BLVD, VAN NUYS, CA 91402. This business is conducted by: An Individual. bbox=[681, 532, 896, 582]
legal-notice bbox=[6, 917, 221, 1069]
legal-notice bbox=[1131, 314, 1346, 375]
column-3 bbox=[456, 60, 675, 2542]
legal-notice bbox=[231, 60, 446, 141]
notice-publication-dates: Jan 19, 26, Feb 2, and 9, 2019 bbox=[456, 422, 554, 431]
legal-notice bbox=[456, 60, 670, 131]
legal-notice bbox=[6, 1071, 221, 1212]
legal-notice bbox=[681, 522, 896, 593]
legal-notice bbox=[6, 184, 221, 325]
legal-notice bbox=[1131, 505, 1346, 565]
legal-notice bbox=[906, 385, 1121, 456]
notice-body: The following person(s) is (are) doing business as: TICKO TECH, 6701 ETON AVE, #404, CANOGA PARK, CA 91303. Full name of registrant(s) is (are) MARYAM KESHAVARZ RAHBARI, 6701 ETON AVE, #404, CANOGA PARK, CA 91303. This business is conducted by: An Individual. bbox=[681, 395, 896, 444]
legal-notice bbox=[906, 596, 1121, 667]
notice-body: The following person(s) is (are) doing business as: BW ROCK CONSTRUCTION, 9213 GRAND AVE, TUJUNGA, CA 91042. Full name of registrant(s) is (are) ANDREW WILLIAM ROCK, 9213 GRAND AVE, TUJUNGA, CA 91042. This business is conducted by: An Individual. Signed: Andrew William Rock. bbox=[456, 884, 670, 944]
notice-body: The following person(s) is (are) doing business as: BR PROPERTY OFFERINGS LENDING AND INVESTMENT GROUP, 10420 JUDGE ROSS AVE, LONG BEACH, CA 90802. This business is conducted by: A CORPORATION. bbox=[905, 742, 1121, 782]
section-title: LEGAL NOTICES bbox=[473, 2, 883, 52]
column-5 bbox=[906, 60, 1126, 2542]
legal-notice bbox=[681, 60, 896, 141]
legal-notice bbox=[1131, 695, 1346, 756]
notice-publication-dates: Jan 19, 26, Feb 2, and 9, 2019 bbox=[681, 372, 778, 380]
notice-body: The following person(s) is (are) doing business as: BLUE JUNKER STUDIOS, 2026 W WASHINGTON BLVD, LOS ANGELES, CA 90018. This business is conducted by: A CORPORATION. bbox=[905, 806, 1121, 846]
legal-notice bbox=[456, 1032, 670, 1083]
notice-heading: FICTITIOUS BUSINESS NAME STATEMENT FILE NO. 2019-004471 bbox=[6, 1504, 221, 1523]
notice-heading: FICTITIOUS BUSINESS NAME STATEMENT FILE NO. 2019-006884 bbox=[6, 473, 221, 492]
notice-publication-dates: Dates Pub: JAN 12, 19, 26, FEB. 02, 2019 bbox=[1131, 745, 1268, 755]
notice-publication-dates: Dates Pub: JAN 12, 19, 26, FEB. 02, 2019 bbox=[1131, 618, 1268, 628]
notice-publication-dates: Dates Pub: JAN 12, 19, 26, FEB. 02, 2019 bbox=[1131, 555, 1268, 564]
notice-body: The following person(s) is (are) doing business as: A & L EPOXIES AND MAINTENANCE, 12130 BUCKEYE AVE, SYLMAR, CA 91342. This business is conducted by: An Individual. Signed: Luis Ochoa Alvarez. bbox=[681, 468, 896, 507]
legal-notice bbox=[906, 458, 1121, 530]
notice-publication-dates: Jan 19, 26, Feb 2, and 9, 2019 bbox=[681, 214, 778, 223]
legal-notice bbox=[456, 247, 670, 339]
notice-body: The following person(s) is (are) doing business as: STEVEN'S DELIVERY, 1449 W 97TH ST, LOS ANGELES, CA 90047. Full name of registrant(s) is (are) STEVEN ORLANDO UMANA ELIAS, 1449 W 97TH ST, LOS ANGELES, CA 90047. This business is conducted by: AN INDIVIDUAL. Signed: STEVEN ORLANDO UMANA ELIAS. This statement was filed with the County Clerk of Los Angeles County on 01/07/2019. The registrant(s) has (have) commenced to transact business under the fictitious business name or names listed above on N/A. NOTICE- This Fictitious Name Statement expires five years from the date it was filed in the office of the County Clerk. bbox=[230, 153, 446, 264]
notice-heading: FICTITIOUS BUSINESS NAME STATEMENT FILE NO. 2019010067 bbox=[681, 659, 896, 678]
notice-body: The following person(s) is (are) doing business as: CLN TRANSPORT, 1390 S PALOMARES ST, POMONA, CA 91766. This business is conducted by: AN INDIVIDUAL. Signed: JOSE A ESPINOZA FELIX. bbox=[1131, 196, 1346, 236]
notice-heading: FICTITIOUS BUSINESS NAME STATEMENT FILE NO. 2019-006597 bbox=[6, 627, 221, 646]
notice-heading: FICTITIOUS BUSINESS NAME STATEMENT FILE NO. 2019012211 bbox=[456, 529, 670, 548]
notice-publication-dates: Jan 19, 26, Feb 2, and 9, 2019 bbox=[905, 130, 1004, 140]
